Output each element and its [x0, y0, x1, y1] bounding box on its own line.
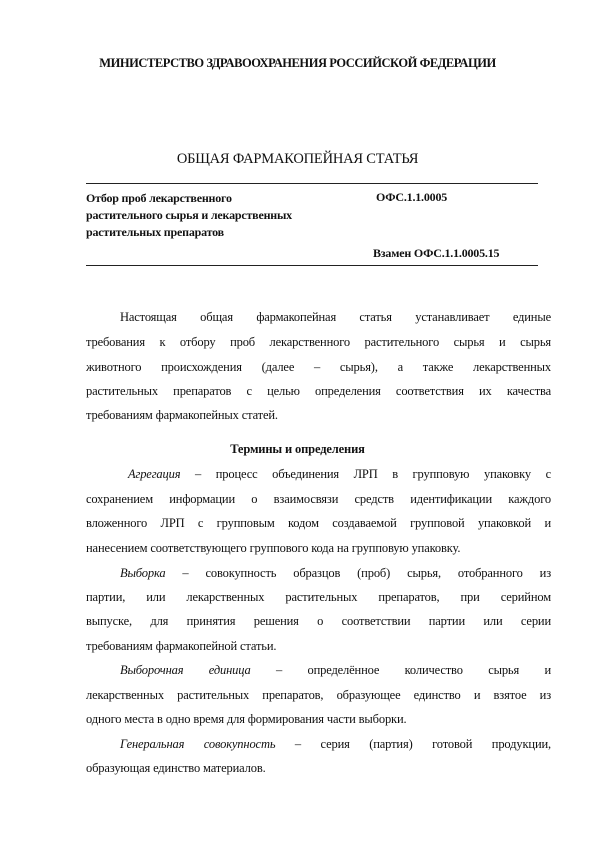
- section-heading: Термины и определения: [230, 442, 365, 456]
- definition-line: выпуске, для принятия решения о соответствии партии или серии: [86, 614, 551, 628]
- definition-line: образующая единство материалов.: [86, 761, 266, 775]
- article-title-line: Отбор проб лекарственного: [86, 191, 232, 205]
- definition-term: Агрегация: [128, 467, 181, 481]
- article-title-line: растительного сырья и лекарственных: [86, 208, 292, 222]
- intro-line: требования к отбору проб лекарственного растительного сырья и сырья: [86, 335, 551, 349]
- definition-term: Выборочная единица: [120, 663, 251, 677]
- definition-term: Генеральная совокупность: [120, 737, 276, 751]
- intro-line: требованиям фармакопейных статей.: [86, 408, 278, 422]
- definition-first-line: [120, 736, 551, 752]
- definition-first-line: [120, 565, 551, 581]
- article-type-title: ОБЩАЯ ФАРМАКОПЕЙНАЯ СТАТЬЯ: [176, 151, 419, 167]
- definition-line: вложенного ЛРП с групповым кодом создаваемой групповой упаковкой и: [86, 516, 551, 530]
- intro-line: животного происхождения (далее – сырья), а также лекарственных: [86, 360, 551, 374]
- definition-text: – серия (партия) готовой продукции,: [275, 737, 551, 751]
- definition-text: – процесс объединения ЛРП в групповую упаковку с: [180, 467, 551, 481]
- definition-line: сохранением информации о взаимосвязи средств идентификации каждого: [86, 492, 551, 506]
- intro-line: растительных препаратов с целью определения соответствия их качества: [86, 384, 551, 398]
- replaces-code: Взамен ОФС.1.1.0005.15: [373, 246, 500, 260]
- article-title-block: [86, 190, 356, 241]
- definition-text: – определённое количество сырья и: [250, 663, 551, 677]
- definition-line: лекарственных растительных препаратов, образующее единство и взятое из: [86, 688, 551, 702]
- definition-text: – совокупность образцов (проб) сырья, отобранного из: [165, 566, 551, 580]
- article-code: ОФС.1.1.0005: [376, 190, 448, 204]
- intro-line: Настоящая общая фармакопейная статья устанавливает единые: [120, 310, 551, 324]
- definition-line: нанесением соответствующего группового кода на групповую упаковку.: [86, 541, 461, 555]
- bottom-divider: [86, 265, 538, 266]
- article-title-line: растительных препаратов: [86, 225, 224, 239]
- ministry-heading: МИНИСТЕРСТВО ЗДРАВООХРАНЕНИЯ РОССИЙСКОЙ ФЕДЕРАЦИИ: [99, 56, 496, 70]
- definition-term: Выборка: [120, 566, 166, 580]
- definition-first-line: [120, 662, 551, 678]
- definition-line: требованиям фармакопейной статьи.: [86, 639, 277, 653]
- definition-line: одного места в одно время для формирования части выборки.: [86, 712, 407, 726]
- definition-first-line: [128, 466, 551, 482]
- top-divider: [86, 183, 538, 184]
- definition-line: партии, или лекарственных растительных препаратов, при серийном: [86, 590, 551, 604]
